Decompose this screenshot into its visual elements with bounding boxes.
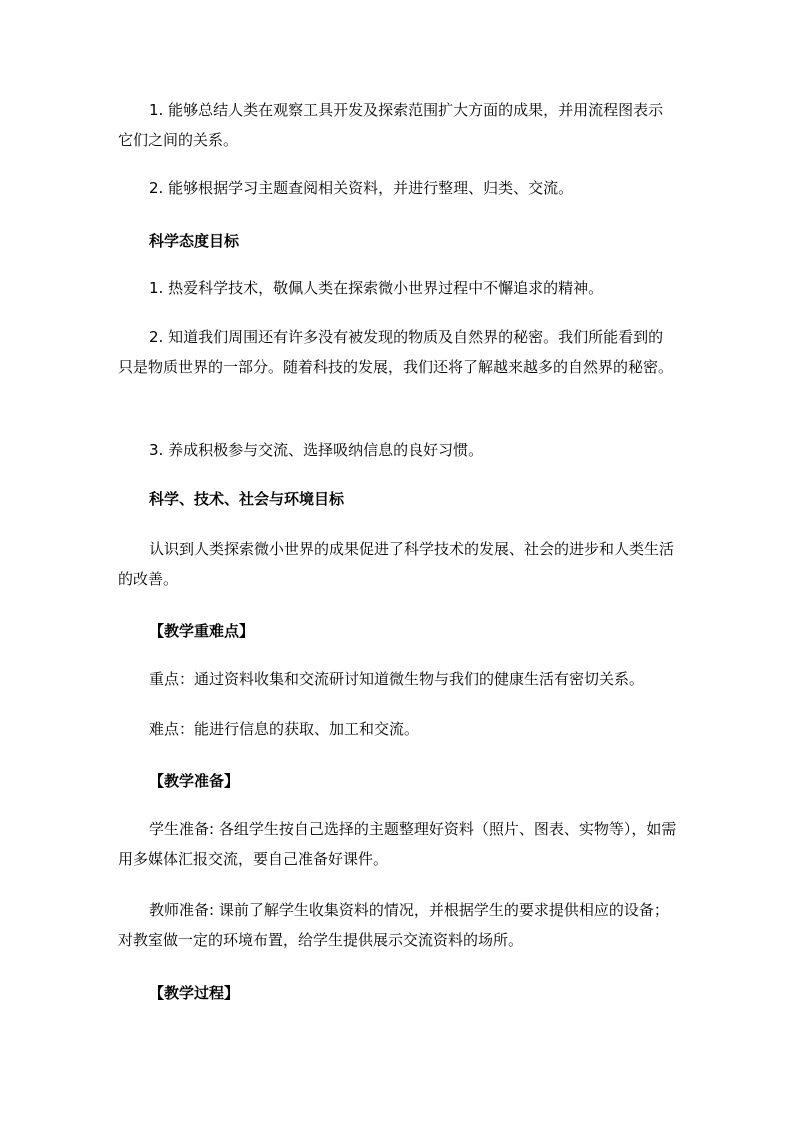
section-heading-preparation: 【教学准备】 [149,772,240,790]
goal-paragraph-2: 2. 能够根据学习主题查阅相关资料，并进行整理、归类、交流。 [149,179,574,197]
attitude-paragraph-1: 1. 热爱科学技术，敬佩人类在探索微小世界过程中不懈追求的精神。 [149,279,604,297]
difficulty-paragraph: 难点：能进行信息的获取、加工和交流。 [149,720,420,738]
section-heading-stse: 科学、技术、社会与环境目标 [149,490,345,508]
key-point-paragraph: 重点：通过资料收集和交流研讨知道微生物与我们的健康生活有密切关系。 [149,670,645,688]
teacher-preparation-paragraph: 教师准备: 课前了解学生收集资料的情况，并根据学生的要求提供相应的设备；对教室做一定的环境布置，给学生提供展示交流资料的场所。 [118,901,669,949]
section-heading-key-points: 【教学重难点】 [149,622,255,640]
attitude-paragraph-2: 2. 知道我们周围还有许多没有被发现的物质及自然界的秘密。我们所能看到的只是物质世界的一部分。随着科技的发展，我们还将了解越来越多的自然界的秘密。 [118,328,674,376]
student-preparation-paragraph: 学生准备: 各组学生按自己选择的主题整理好资料（照片、图表、实物等），如需用多媒体汇报交流，要自己准备好课件。 [118,820,677,868]
stse-paragraph: 认识到人类探索微小世界的成果促进了科学技术的发展、社会的进步和人类生活的改善。 [118,540,675,588]
attitude-paragraph-3: 3. 养成积极参与交流、选择吸纳信息的良好习惯。 [149,441,484,459]
goal-paragraph-1: 1. 能够总结人类在观察工具开发及探索范围扩大方面的成果，并用流程图表示它们之间的关系。 [118,101,664,149]
section-heading-process: 【教学过程】 [149,984,240,1002]
section-heading-attitude: 科学态度目标 [149,232,240,250]
